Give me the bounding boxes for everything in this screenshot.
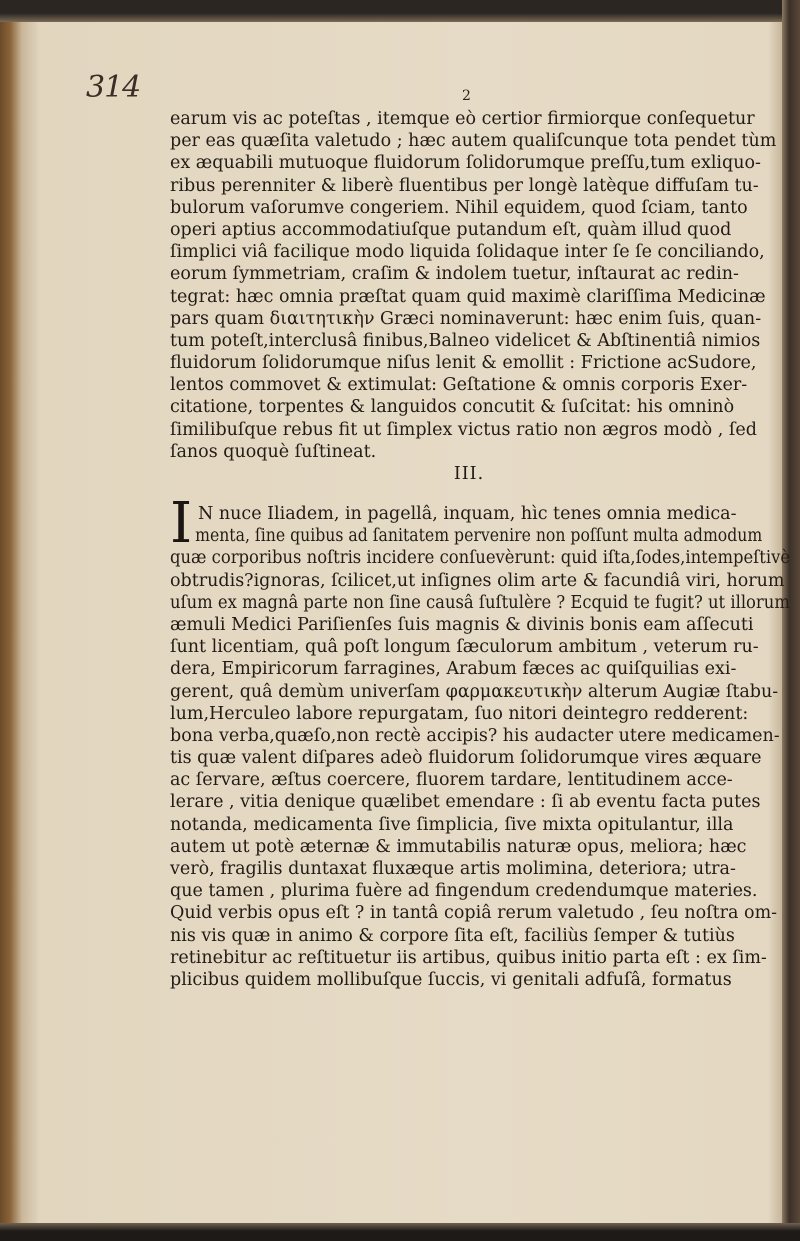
- text-line: per eas quæſita valetudo ; hæc autem qualiſcunque tota pendet tùm: [170, 131, 777, 152]
- text-line: ſunt licentiam, quâ poſt longum ſæculorum ambitum , veterum ru-: [170, 637, 759, 658]
- text-line: eorum ſymmetriam, craſim & indolem tuetur, inſtaurat ac redin-: [170, 264, 739, 285]
- bottom-edge-shadow: [0, 1223, 800, 1241]
- text-line: pars quam διαιτητικὴν Græci nominaverunt: hæc enim ſuis, quan-: [170, 308, 762, 329]
- text-line: tum poteſt,interclusâ finibus,Balneo videlicet & Abſtinentiâ nimios: [170, 330, 761, 351]
- signature-mark: 2: [462, 88, 471, 104]
- text-line: earum vis ac poteſtas , itemque eò certior firmiorque conſequetur: [170, 109, 755, 129]
- text-line: lerare , vitia denique quælibet emendare : ſi ab eventu facta putes: [170, 792, 761, 813]
- paragraph-top: [170, 108, 790, 485]
- handwritten-page-number: 314: [86, 70, 141, 105]
- section-heading: III.: [453, 464, 485, 484]
- text-line: uſum ex magnâ parte non ſine causâ ſuſtulère ? Ecquid te fugit? ut illorum: [170, 592, 790, 613]
- text-line: tegrat: hæc omnia præſtat quam quid maximè clariſſima Medicinæ: [170, 286, 766, 307]
- text-line: nis vis quæ in animo & corpore ſita eſt, faciliùs ſemper & tutiùs: [170, 925, 735, 946]
- top-edge-shadow: [0, 0, 800, 22]
- text-line: bona verba,quæſo,non rectè accipis? his audacter utere medicamen-: [170, 725, 780, 746]
- text-line: citatione, torpentes & languidos concutit & ſuſcitat: his omninò: [170, 397, 735, 418]
- text-line: operi aptius accommodatiuſque putandum eſt, quàm illud quod: [170, 219, 732, 240]
- text-line: que tamen , plurima fuère ad fingendum credendumque materies.: [170, 881, 758, 902]
- text-line: Quid verbis opus eſt ? in tantâ copiâ rerum valetudo , ſeu noſtra om-: [170, 903, 778, 924]
- text-line: obtrudis?ignoras, ſcilicet,ut inſignes olim arte & facundiâ viri, horum: [170, 570, 785, 591]
- text-line: notanda, medicamenta ſive ſimplicia, ſive mixta opitulantur, illa: [170, 814, 734, 835]
- text-line: ex æquabili mutuoque fluidorum ſolidorumque preſſu,tum exliquo-: [170, 153, 761, 174]
- paragraph-bottom: [170, 503, 790, 991]
- text-line: menta, ſine quibus ad ſanitatem pervenire non poſſunt multa admodum: [195, 526, 763, 547]
- text-line: autem ut potè æternæ & immutabilis naturæ opus, meliora; hæc: [170, 836, 747, 857]
- text-line: dera, Empiricorum farragines, Arabum fæces ac quiſquilias exi-: [170, 659, 737, 680]
- text-line: ſimplici viâ facilique modo liquida ſolidaque inter ſe ſe conciliando,: [170, 242, 765, 263]
- drop-cap: I: [170, 491, 193, 556]
- text-line: ſanos quoquè ſuſtineat.: [170, 441, 377, 462]
- text-line: lum,Herculeo labore repurgatam, ſuo nitori deintegro redderent:: [170, 703, 749, 724]
- text-line: tis quæ valent diſpares adeò fluidorum ſolidorumque vires æquare: [170, 748, 762, 769]
- text-line: ac ſervare, æſtus coercere, fluorem tardare, lentitudinem acce-: [170, 770, 733, 791]
- text-line: fluidorum ſolidorumque niſus lenit & emollit : Frictione acSudore,: [170, 353, 757, 374]
- text-line: N nuce Iliadem, in pagellâ, inquam, hìc tenes omnia medica-: [198, 504, 737, 524]
- text-line: gerent, quâ demùm univerſam φαρμακευτικὴν alterum Augiæ ſtabu-: [170, 681, 779, 702]
- text-line: retinebitur ac reſtituetur iis artibus, quibus initio parta eſt : ex ſim-: [170, 947, 767, 968]
- text-line: quæ corporibus noſtris incidere conſuevèrunt: quid iſta,ſodes,intempeſtivè: [170, 548, 791, 569]
- text-line: lentos commovet & extimulat: Geſtatione & omnis corporis Exer-: [170, 375, 748, 396]
- text-line: ſimilibuſque rebus fit ut ſimplex victus ratio non ægros modò , ſed: [170, 419, 757, 440]
- text-line: plicibus quidem mollibuſque ſuccis, vi genitali adfuſâ, formatus: [170, 969, 732, 990]
- text-line: verò, fragilis duntaxat fluxæque artis molimina, deteriora; utra-: [170, 859, 736, 879]
- text-line: æmuli Medici Pariſienſes ſuis magnis & divinis bonis eam aſſecuti: [170, 614, 754, 635]
- text-line: ribus perenniter & liberè fluentibus per longè latèque diffuſam tu-: [170, 175, 759, 196]
- text-line: bulorum vaſorumve congeriem. Nihil equidem, quod ſciam, tanto: [170, 197, 748, 218]
